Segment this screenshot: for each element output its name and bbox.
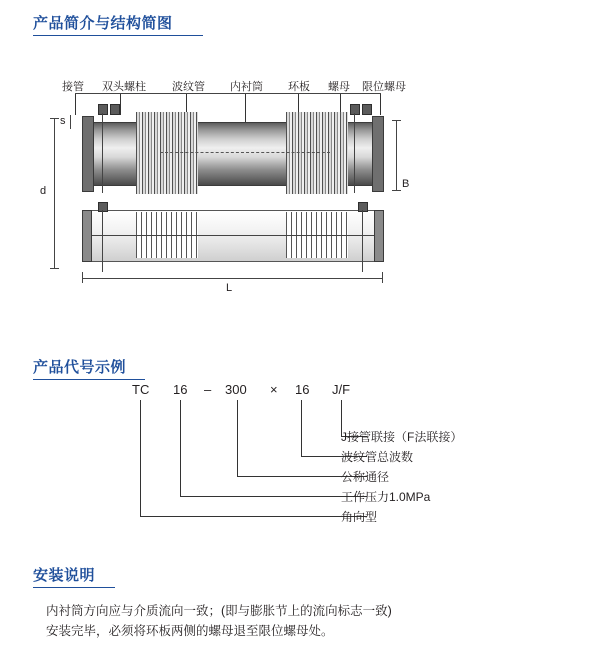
- code-leader-3: [301, 400, 302, 456]
- code-token-5: 16: [295, 382, 310, 397]
- dim-line-b: [396, 120, 397, 190]
- callout-label-5: 螺母: [328, 81, 350, 93]
- product-code-diagram: [110, 382, 580, 532]
- callout-label-6: 限位螺母: [362, 81, 406, 93]
- code-description-4: 角向型: [341, 510, 378, 524]
- section-rule-install: [33, 587, 115, 588]
- stud-rod-top-left: [102, 113, 103, 193]
- install-note-line-2: 安装完毕，必须将环板两侧的螺母退至限位螺母处。: [46, 624, 334, 638]
- code-runout-1: [180, 496, 367, 497]
- dim-label-l: L: [226, 282, 233, 294]
- leader-line-1: [120, 93, 121, 115]
- stud-nut-bottom-left: [98, 202, 108, 212]
- code-runout-0: [140, 516, 367, 517]
- code-description-1: 波纹管总波数: [341, 450, 414, 464]
- code-description-0: J接管联接（F法联接）: [341, 430, 463, 444]
- section-title-install: 安装说明: [33, 567, 96, 584]
- stud-rod-bottom-right: [362, 210, 363, 272]
- dim-label-d: d: [40, 185, 47, 197]
- centerline-bottom: [84, 235, 380, 236]
- code-token-1: 16: [173, 382, 188, 397]
- section-title-code: 产品代号示例: [33, 359, 127, 376]
- ring-plate-left-top: [82, 116, 94, 192]
- dim-tick-b-bottom: [392, 190, 401, 191]
- section-rule-code: [33, 379, 145, 380]
- dim-tick-l-right: [382, 272, 383, 283]
- section-title-intro: 产品简介与结构简图: [33, 15, 173, 32]
- code-token-0: TC: [132, 382, 150, 397]
- leader-line-6: [380, 93, 381, 115]
- stud-nut-top-left-a: [98, 104, 108, 115]
- code-leader-2: [237, 400, 238, 476]
- dim-tick-d-top: [50, 118, 59, 119]
- dim-line-l: [82, 278, 382, 279]
- code-token-2: –: [204, 382, 212, 397]
- stud-nut-bottom-right: [358, 202, 368, 212]
- leader-line-0: [75, 93, 76, 115]
- bellows-left-top: [136, 112, 198, 194]
- code-description-3: 工作压力1.0MPa: [341, 490, 431, 504]
- dim-line-s: [70, 115, 71, 129]
- dim-tick-b-top: [392, 120, 401, 121]
- stud-nut-top-left-b: [110, 104, 120, 115]
- stud-nut-top-right-a: [350, 104, 360, 115]
- ring-plate-right-top: [372, 116, 384, 192]
- ring-plate-left-bottom: [82, 210, 92, 262]
- callout-label-3: 内衬筒: [230, 81, 263, 93]
- code-leader-1: [180, 400, 181, 496]
- dim-label-s: s: [60, 115, 66, 127]
- code-leader-0: [140, 400, 141, 516]
- dim-line-d: [54, 118, 55, 268]
- dim-tick-l-left: [82, 272, 83, 283]
- ring-plate-right-bottom: [374, 210, 384, 262]
- stud-rod-top-right: [354, 113, 355, 193]
- structure-diagram: [40, 60, 560, 300]
- stud-rod-bottom-left: [102, 210, 103, 272]
- callout-label-0: 接管: [62, 81, 84, 93]
- leader-rail: [75, 93, 381, 94]
- code-token-6: J/F: [332, 382, 351, 397]
- dim-tick-d-bottom: [50, 268, 59, 269]
- section-rule-intro: [33, 35, 203, 36]
- dim-label-b: B: [402, 178, 410, 190]
- callout-label-4: 环板: [288, 81, 310, 93]
- callout-label-2: 波纹管: [172, 81, 205, 93]
- install-note-line-1: 内衬筒方向应与介质流向一致；(即与膨胀节上的流向标志一致): [46, 604, 392, 618]
- bellows-right-top: [286, 112, 348, 194]
- code-token-4: ×: [270, 382, 278, 397]
- liner-sleeve-top: [160, 152, 330, 153]
- code-description-2: 公称通径: [341, 470, 390, 484]
- code-token-3: 300: [225, 382, 247, 397]
- callout-label-1: 双头螺柱: [102, 81, 146, 93]
- stud-nut-top-right-b: [362, 104, 372, 115]
